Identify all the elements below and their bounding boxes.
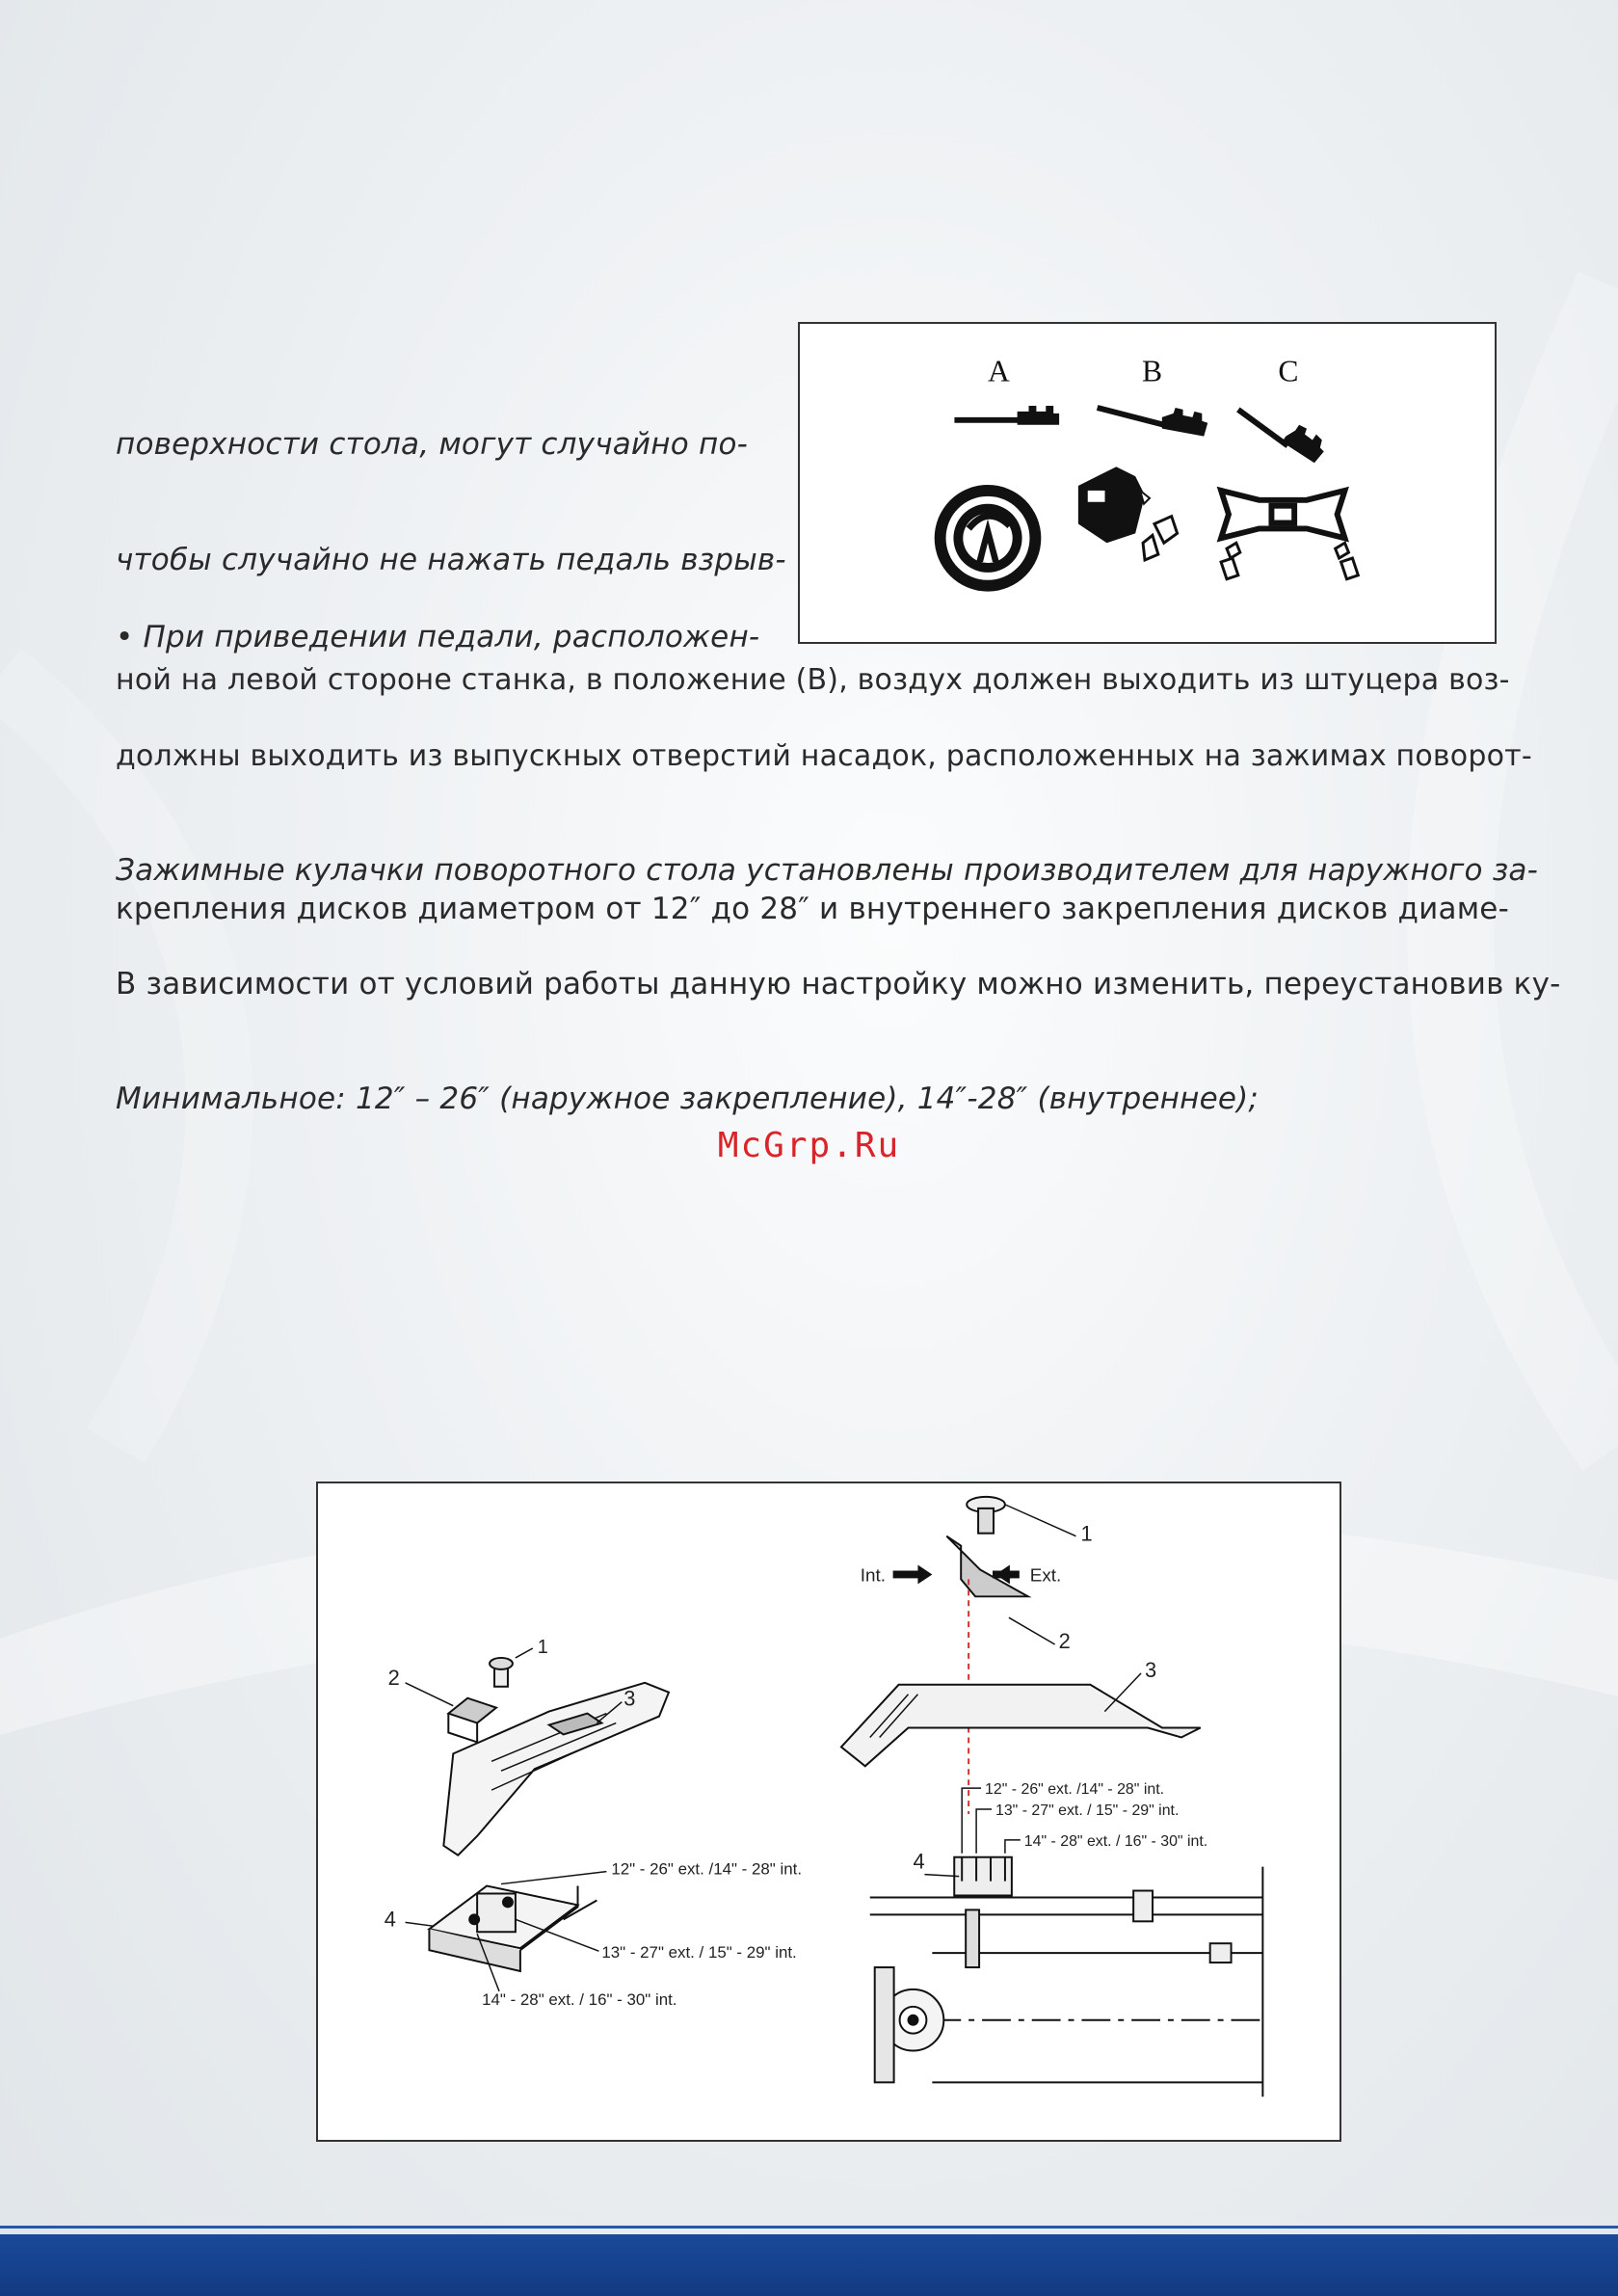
- left-callout-1: 1: [537, 1636, 548, 1658]
- ext-label: Ext.: [1029, 1565, 1062, 1587]
- right-callout-3: 3: [1145, 1657, 1157, 1682]
- rotary-table-icon: [935, 485, 1042, 592]
- text-line-4: ной на левой стороне станка, в положение (B), воздух должен выходить из штуцера воз-: [116, 663, 1510, 697]
- left-setting-2: 13" - 27" ext. / 15" - 29" int.: [601, 1943, 797, 1962]
- pedal-c-icon: [1238, 410, 1324, 463]
- text-line-2: чтобы случайно не нажать педаль взрыв-: [116, 543, 786, 577]
- left-setting-1: 12" - 26" ext. /14" - 28" int.: [611, 1859, 803, 1879]
- pedal-diagram: [800, 324, 1495, 642]
- footer-band: [0, 2234, 1618, 2296]
- right-setting-2: 13" - 27" ext. / 15" - 29" int.: [995, 1802, 1180, 1819]
- pedal-a-icon: [954, 406, 1059, 425]
- label-b: B: [1142, 354, 1163, 388]
- int-label: Int.: [860, 1565, 887, 1587]
- text-line-3: • При приведении педали, расположен-: [116, 620, 760, 654]
- left-callout-3: 3: [623, 1686, 636, 1711]
- text-line-6: Зажимные кулачки поворотного стола установлены производителем для наружного за-: [116, 853, 1538, 888]
- text-line-9: Минимальное: 12″ – 26″ (наружное закрепление), 14″-28″ (внутреннее);: [116, 1081, 1260, 1116]
- text-line-7: крепления дисков диаметром от 12″ до 28″ и внутреннего закрепления дисков диаме-: [116, 892, 1509, 926]
- clamp-jaw-icon: [1221, 491, 1358, 579]
- jaw-adjustment-figure: [316, 1482, 1341, 2142]
- jaw-diagram: [318, 1483, 1339, 2140]
- right-setting-1: 12" - 26" ext. /14" - 28" int.: [985, 1781, 1165, 1799]
- int-arrow-icon: [893, 1565, 933, 1585]
- left-callout-2: 2: [387, 1665, 400, 1690]
- right-setting-3: 14" - 28" ext. / 16" - 30" int.: [1023, 1832, 1208, 1850]
- text-line-1: поверхности стола, могут случайно по-: [116, 427, 748, 462]
- right-callout-2: 2: [1058, 1628, 1071, 1653]
- bead-breaker-icon: [1078, 467, 1178, 560]
- pedal-figure: [798, 322, 1497, 644]
- left-callout-4: 4: [384, 1907, 396, 1932]
- left-setting-3: 14" - 28" ext. / 16" - 30" int.: [482, 1989, 677, 2009]
- label-a: A: [988, 354, 1010, 388]
- right-callout-4: 4: [913, 1849, 925, 1874]
- pedal-b-icon: [1098, 408, 1208, 437]
- text-line-5: должны выходить из выпускных отверстий насадок, расположенных на зажимах поворот-: [116, 739, 1532, 773]
- watermark: McGrp.Ru: [717, 1126, 901, 1165]
- footer-line: [0, 2226, 1618, 2229]
- text-line-8: В зависимости от условий работы данную настройку можно изменить, переустановив ку-: [116, 967, 1561, 1001]
- right-callout-1: 1: [1080, 1521, 1093, 1546]
- label-c: C: [1278, 354, 1299, 388]
